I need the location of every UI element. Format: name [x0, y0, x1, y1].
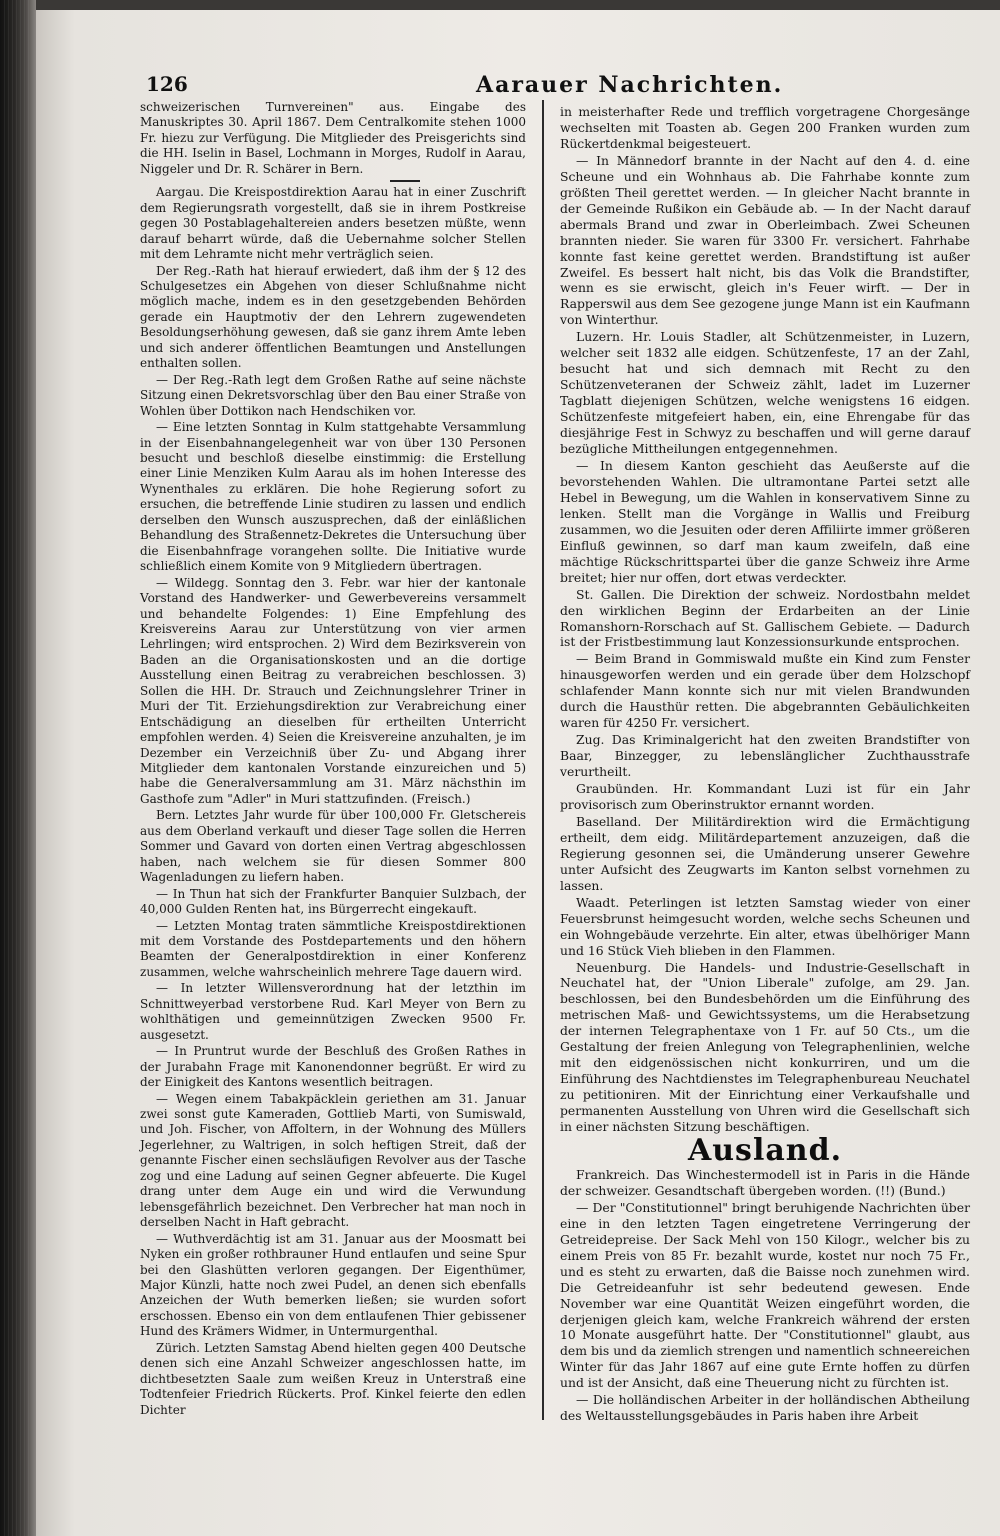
paragraph: Graubünden. Hr. Kommandant Luzi ist für ein Jahr provisorisch zum Oberinstruktor ernannt worden.	[560, 781, 970, 812]
paragraph: Luzern. Hr. Louis Stadler, alt Schützenmeister, in Luzern, welcher seit 1832 alle eidgen. Schützenfeste, 17 an der Zahl, besucht hat und sich demnach mit Recht zu den Schützenveteranen der Schweiz zählt, ladet im Luzerner Tagblatt diejenigen Schützen, welche wenigstens 16 eidgen. Schützenfeste mitgefeiert haben, ein, eine Ehrengabe für das diesjährige Fest in Schwyz zu beschaffen und will gerne darauf bezügliche Mittheilungen entgegennehmen.	[560, 329, 970, 457]
paragraph: — In Männedorf brannte in der Nacht auf den 4. d. eine Scheune und ein Wohnhaus ab. Die Fahrhabe konnte zum größten Theil gerettet werden. — In gleicher Nacht brannte in der Gemeinde Rußikon ein Gebäude ab. — In der Nacht darauf abermals Brand und zwar in Oberleimbach. Zwei Scheunen brannten nieder. Sie waren für 3300 Fr. versichert. Fahrhabe konnte fast keine gerettet werden. Brandstiftung ist außer Zweifel. Es bessert halt nicht, bis das Volk die Brandstifter, wenn es sie erwischt, gleich in's Feuer wirft. — Der in Rapperswil aus dem See gezogene junge Mann ist ein Kaufmann von Winterthur.	[560, 152, 970, 328]
paragraph: — In diesem Kanton geschieht das Aeußerste auf die bevorstehenden Wahlen. Die ultramontane Partei setzt alle Hebel in Bewegung, um die Wahlen in konservativem Sinne zu lenken. Stellt man die Vorgänge in Wallis und Freiburg zusammen, wo die Jesuiten oder deren Affiliirte immer größeren Einfluß gewinnen, so darf man kaum zweifeln, daß eine mächtige Rückschrittspartei über die ganze Schweiz ihre Arme breitet; hier nur offen, dort etwas verdeckter.	[560, 457, 970, 585]
paragraph: — In Thun hat sich der Frankfurter Banquier Sulzbach, der 40,000 Gulden Renten hat, ins Bürgerrecht eingekauft.	[140, 886, 526, 917]
paragraph: in meisterhafter Rede und trefflich vorgetragene Chorgesänge wechselten mit Toasten ab. Gegen 200 Franken wurden zum Rückertdenkmal beigesteuert.	[560, 104, 970, 151]
paragraph: Bern. Letztes Jahr wurde für über 100,000 Fr. Gletschereis aus dem Oberland verkauft und dieser Tage sollen die Herren Sommer und Gavard von dorten einen Vertrag abgeschlossen haben, nach welchem sie für diesen Sommer 800 Wagenladungen zu liefern haben.	[140, 808, 526, 885]
paragraph: Der Reg.-Rath hat hierauf erwiedert, daß ihm der § 12 des Schulgesetzes ein Abgehen von dieser Schlußnahme nicht möglich mache, indem es in den gesetzgebenden Behörden gerade ein Hauptmotiv der den Lehrern zugewendeten Besoldungserhöhung gewesen, daß sie ganz ihrem Amte leben und sich anderer öffentlichen Beamtungen und Anstellungen enthalten sollen.	[140, 263, 526, 371]
ausland-heading: Ausland.	[687, 1133, 843, 1168]
paragraph: — Beim Brand in Gommiswald mußte ein Kind zum Fenster hinausgeworfen werden und ein gerade über dem Holzschopf schlafender Mann konnte sich nur mit vielen Brandwunden durch die Hausthür retten. Die abgebrannten Gebäulichkeiten waren für 4250 Fr. versichert.	[560, 651, 970, 731]
paragraph: Zug. Das Kriminalgericht hat den zweiten Brandstifter von Baar, Binzegger, zu lebenslänglicher Zuchthausstrafe verurtheilt.	[560, 732, 970, 780]
paragraph: — Die holländischen Arbeiter in der holländischen Abtheilung des Weltausstellungsgebäudes in Paris haben ihre Arbeit	[560, 1392, 970, 1424]
paragraph: St. Gallen. Die Direktion der schweiz. Nordostbahn meldet den wirklichen Beginn der Erdarbeiten an der Linie Romanshorn-Rorschach auf St. Gallischem Gebiete. — Dadurch ist der Fristbestimmung laut Konzessionsurkunde entsprochen.	[560, 586, 970, 650]
paragraph: — Wuthverdächtig ist am 31. Januar aus der Moosmatt bei Nyken ein großer rothbrauner Hund entlaufen und seine Spur bei den Glashütten verloren gegangen. Der Eigenthümer, Major Künzli, hatte noch zwei Pudel, an denen sich ebenfalls Anzeichen der Wuth bemerken ließen; sie wurden sofort erschossen. Ebenso ein von dem entlaufenen Thier gebissener Hund des Krämers Widmer, in Untermurgenthal.	[140, 1231, 526, 1339]
paragraph: Zürich. Letzten Samstag Abend hielten gegen 400 Deutsche denen sich eine Anzahl Schweizer angeschlossen hatte, im dichtbesetzten Saale zum weißen Kreuz in Unterstraß eine Todtenfeier Friedrich Rückerts. Prof. Kinkel feierte den edlen Dichter	[140, 1340, 526, 1417]
paragraph: — Eine letzten Sonntag in Kulm stattgehabte Versammlung in der Eisenbahnangelegenheit war von über 130 Personen besucht und beschloß dieselbe einstimmig: die Erstellung einer Linie Menziken Kulm Aarau als im hohen Interesse des Wynenthales zu erklären. Die hohe Regierung sofort zu ersuchen, die betreffende Linie studiren zu lassen und endlich derselben den Wunsch auszusprechen, daß der einläßlichen Behandlung des Straßennetz-Dekretes die Untersuchung über die Eisenbahnfrage vorangehen sollte. Die Initiative wurde schließlich einem Komite von 9 Mitgliedern übertragen.	[140, 420, 526, 574]
binding-texture	[4, 0, 32, 1536]
page-number: 126	[146, 72, 188, 96]
paragraph: Frankreich. Das Winchestermodell ist in Paris in die Hände der schweizer. Gesandtschaft übergeben worden. (!!) (Bund.)	[560, 1166, 970, 1198]
column-divider	[542, 100, 544, 1420]
paragraph: — Wegen einem Tabakpäcklein geriethen am 31. Januar zwei sonst gute Kameraden, Gottlieb Marti, von Sumiswald, und Joh. Fischer, von Affoltern, in der Wohnung des Müllers Jegerlehner, zu Waltrigen, in solch heftigen Streit, daß der genannte Fischer einen sechsläufigen Revolver aus der Tasche zog und eine Ladung auf seinen Gegner abfeuerte. Die Kugel drang unter dem Auge ein und wird die Verwundung lebensgefährlich bezeichnet. Den Verbrecher hat man noch in derselben Nacht in Haft gebracht.	[140, 1091, 526, 1230]
paragraph: Baselland. Der Militärdirektion wird die Ermächtigung ertheilt, dem eidg. Militärdepartement anzuzeigen, daß die Regierung gesonnen sei, die Umänderung unserer Gewehre unter Aufsicht des Zeugwarts im Kanton selbst vornehmen zu lassen.	[560, 813, 970, 893]
paragraph: Neuenburg. Die Handels- und Industrie-Gesellschaft in Neuchatel hat, der "Union Liberale" zufolge, am 29. Jan. beschlossen, bei den Bundesbehörden um die Einführung des metrischen Maß- und Gewichtssystems, um die Herabsetzung der internen Telegraphentaxe von 1 Fr. auf 50 Cts., um die Gestaltung der freien Anlegung von Telegraphenlinien, welche mit den eidgenössischen nicht konkurriren, und um die Einführung des Nachtdienstes im Telegraphenbureau Neuchatel zu petitioniren. Mit der Einrichtung einer Verkaufshalle und permanenten Ausstellung von Uhren wird die Gesellschaft sich in einer nächsten Sitzung beschäftigen.	[560, 959, 970, 1135]
right-column	[560, 104, 970, 1425]
left-column	[140, 100, 526, 1419]
paragraph: — In letzter Willensverordnung hat der letzthin im Schnittweyerbad verstorbene Rud. Karl Meyer von Bern zu wohlthätigen und gemeinnützigen Zwecken 9500 Fr. ausgesetzt.	[140, 981, 526, 1042]
masthead-title: Aarauer Nachrichten.	[476, 72, 784, 98]
paragraph: — Der Reg.-Rath legt dem Großen Rathe auf seine nächste Sitzung einen Dekretsvorschlag über den Bau einer Straße von Wohlen über Dottikon nach Hendschiken vor.	[140, 372, 526, 418]
paragraph: — Wildegg. Sonntag den 3. Febr. war hier der kantonale Vorstand des Handwerker- und Gewerbevereins versammelt und behandelte Folgendes: 1) Eine Empfehlung des Kreisvereins Aarau zur Unterstützung von vier armen Lehrlingen; wird entsprochen. 2) Wird dem Bezirksverein von Baden an die Organisationskosten und an die dortige Ausstellung einen Beitrag zu verabreichen beschlossen. 3) Sollen die HH. Dr. Strauch und Zeichnungslehrer Triner in Muri der Tit. Erziehungsdirektion zur Verabreichung einer Entschädigung an dieselben für ertheilten Unterricht empfohlen werden. 4) Seien die Kreisvereine anzuhalten, je im Dezember ein Verzeichniß über Zu- und Abgang ihrer Mitglieder dem kantonalen Vorstande einzureichen und 5) habe die Generalversammlung am 31. März nächsthin im Gasthofe zum "Adler" in Muri stattzufinden. (Freisch.)	[140, 575, 526, 806]
paragraph: — Letzten Montag traten sämmtliche Kreispostdirektionen mit dem Vorstande des Postdepartements und den höhern Beamten der Generalpostdirektion in einer Konferenz zusammen, welche wahrscheinlich mehrere Tage dauern wird.	[140, 918, 526, 979]
paragraph: — In Pruntrut wurde der Beschluß des Großen Rathes in der Jurabahn Frage mit Kanonendonner begrüßt. Er wird zu der Einigkeit des Kantons wesentlich beitragen.	[140, 1044, 526, 1090]
end-rule	[390, 180, 420, 182]
paragraph: Aargau. Die Kreispostdirektion Aarau hat in einer Zuschrift dem Regierungsrath vorgestellt, daß sie in ihrem Postkreise gegen 30 Postablagehaltereien anders besetzen müßte, wenn darauf beharrt würde, daß die Uebernahme solcher Stellen mit dem Lehramte nicht mehr verträglich seien.	[140, 185, 526, 262]
paragraph: — Der "Constitutionnel" bringt beruhigende Nachrichten über eine in den letzten Tagen eingetretene Verringerung der Getreidepreise. Der Sack Mehl von 150 Kilogr., welcher bis zu einem Preis von 85 Fr. bezahlt wurde, kostet nur noch 75 Fr., und es steht zu erwarten, daß die Baisse noch zunehmen wird. Die Getreideanfuhr ist sehr bedeutend gewesen. Ende November war eine Quantität Weizen eingeführt worden, die derjenigen gleich kam, welche Frankreich während der ersten 10 Monate ausgeführt hatte. Der "Constitutionnel" glaubt, aus dem bis und da ziemlich strengen und namentlich schneereichen Winter für das Jahr 1867 auf eine gute Ernte hoffen zu dürfen und ist der Ansicht, daß eine Theuerung nicht zu fürchten ist.	[560, 1199, 970, 1391]
paragraph: Waadt. Peterlingen ist letzten Samstag wieder von einer Feuersbrunst heimgesucht worden, welche sechs Scheunen und ein Wohngebäude verzehrte. Ein alter, etwas übelhöriger Mann und 16 Stück Vieh blieben in den Flammen.	[560, 894, 970, 958]
paragraph: schweizerischen Turnvereinen" aus. Eingabe des Manuskriptes 30. April 1867. Dem Centralkomite stehen 1000 Fr. hiezu zur Verfügung. Die Mitglieder des Preisgerichts sind die HH. Iselin in Basel, Lochmann in Morges, Rudolf in Aarau, Niggeler und Dr. R. Schärer in Bern.	[140, 100, 526, 176]
book-binding	[0, 0, 36, 1536]
